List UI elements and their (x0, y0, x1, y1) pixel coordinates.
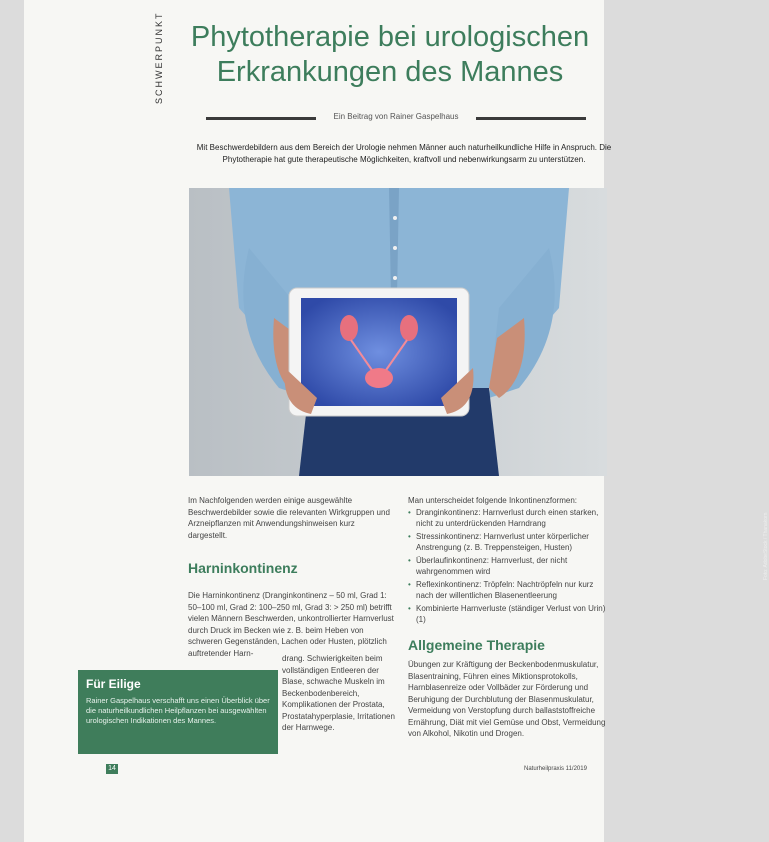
byline-row (206, 112, 586, 124)
list-item: • Reflexinkontinenz: Tröpfeln: Nachtröpfeln nur kurz nach der willentlichen Blasenentleerung (408, 579, 606, 602)
list-item: • Stressinkontinenz: Harnverlust unter körperlicher Anstrengung (z. B. Treppensteigen, Husten) (408, 531, 606, 554)
magazine-page (24, 0, 769, 842)
list-item: • Dranginkontinenz: Harnverlust durch einen starken, nicht zu unterdrückenden Harndrang (408, 507, 606, 530)
photo-credit: Foto: AdobeStock / Thanakorn (763, 512, 769, 580)
article-title (184, 20, 596, 90)
divider-left (206, 117, 316, 120)
lead-paragraph: Mit Beschwerdebildern aus dem Bereich der Urologie nehmen Männer auch naturheilkundliche Hilfe in Anspruch. Die Phytotherapie hat gute therapeutische Möglichkeiten, kraftvoll und nebenwirkungsarm zu unterstützen. (196, 143, 612, 164)
list-item: • Kombinierte Harnverluste (ständiger Verlust von Urin) (1) (408, 603, 606, 626)
col2-list-block (408, 495, 606, 627)
section-label-vertical (154, 11, 184, 134)
summary-box (78, 670, 278, 754)
col1-body-1: Die Harninkontinenz (Dranginkontinenz – 50 ml, Grad 1: 50–100 ml, Grad 2: 100–250 ml, Grad 3: > 250 ml) betrifft vielen Männern Beschwerden, unkontrollierter Harnverlust durch Druck im Becken wie z. B. beim Heben von schweren Gegenständen, Lachen oder Husten, plötzlich auftretender Harn- (188, 591, 394, 658)
col1-intro: Im Nachfolgenden werden einige ausgewählte Beschwerdebilder sowie die relevanten Wirkgruppen und Arzneipflanzen mit Anwendungshinweisen kurz dargestellt. (188, 496, 390, 540)
col2-body: Übungen zur Kräftigung der Beckenbodenmuskulatur, Blasentraining, Führen eines Miktionsprotokolls, Harnblasenreize oder Vollbäder zur Förderung und Beruhigung der Durchblutung der Blasenmuskulatur, Vermeidung von Verstopfung durch ballaststoffreiche Ernährung, Diät mit viel Gemüse und Obst, Vermeidung von Alkohol, Nikotin und Drogen. (408, 660, 606, 738)
list-item: • Überlaufinkontinenz: Harnverlust, der nicht wahrgenommen wird (408, 555, 606, 578)
heading-harninkontinenz: Harninkontinenz (188, 560, 298, 576)
byline: Ein Beitrag von Rainer Gaspelhaus (333, 112, 459, 121)
photo-man-tablet-illustration (189, 188, 607, 476)
summary-box-heading: Für Eilige (86, 677, 141, 691)
summary-box-text: Rainer Gaspelhaus verschafft uns einen Überblick über die naturheilkundlichen Heilpflanzen bei ausgewählten urologischen Indikationen des Mannes. (86, 696, 270, 725)
incontinence-types-list (408, 507, 606, 626)
title-line-2: Erkrankungen des Mannes (216, 56, 564, 88)
title-line-1: Phytotherapie bei urologischen (190, 21, 590, 53)
col1-body-2: drang. Schwierigkeiten beim vollständigen Entleeren der Blase, schwache Muskeln im Beckenbodenbereich, Komplikationen der Prostata, Prostatahyperplasie, Irritationen der Harnwege. (282, 654, 395, 732)
page-number: 14 (106, 764, 118, 774)
heading-allgemeine-therapie: Allgemeine Therapie (408, 637, 545, 653)
divider-right (476, 117, 586, 120)
section-label: SCHWERPUNKT (154, 11, 164, 104)
journal-footer: Naturheilpraxis 11/2019 (524, 766, 587, 772)
col2-intro: Man unterscheidet folgende Inkontinenzformen: (408, 496, 577, 505)
